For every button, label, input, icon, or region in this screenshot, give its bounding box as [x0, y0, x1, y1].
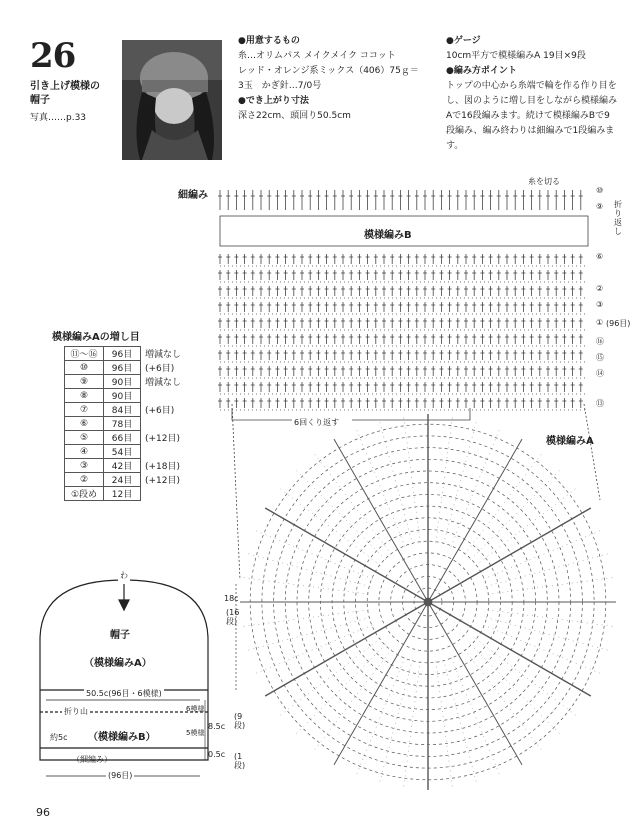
points-line4: 段編み、編み終わりは細編みで1段編みま	[446, 126, 615, 136]
yarn-line2: レッド・オレンジ系ミックス（406）75ｇ＝	[238, 66, 419, 76]
stitch-spoke	[295, 644, 386, 735]
stitch-spoke	[476, 639, 578, 717]
gauge-text: 10cm平方で模様編みA 19目×9段	[446, 51, 586, 61]
table-cell-note: (+6目)	[145, 406, 175, 416]
row-label: ⑭	[596, 369, 604, 378]
stitch-spoke	[470, 469, 561, 560]
table-cell-stitches: 66目	[104, 431, 141, 445]
magic-ring	[424, 598, 432, 606]
increase-ray	[265, 602, 428, 696]
stitch-spoke	[451, 428, 500, 546]
table-cell-note: (+12目)	[145, 476, 181, 486]
points-line2: し、図のように増し目をしながら模様編み	[446, 96, 618, 106]
table-cell-stitches: 96目	[104, 347, 141, 361]
table-cell-row: ⑥	[65, 417, 104, 431]
stitch-spoke	[314, 453, 392, 555]
chart-label-pattern-b: 模様編みB	[360, 226, 416, 241]
dimension-right-bottom: 0.5c	[208, 750, 226, 759]
increase-table-title: 模様編みAの増し目	[52, 332, 140, 343]
row-label: ⑨	[596, 202, 604, 211]
stitch-spoke	[254, 530, 372, 579]
stitch-spoke	[279, 488, 381, 566]
row-label: ⑩	[596, 186, 604, 195]
stitch-spoke	[487, 610, 614, 627]
dimension-right-top: 8.5c	[208, 722, 226, 731]
points-heading: ●編み方ポイント	[446, 66, 517, 76]
dimension-right-bottom-rows: (1段)	[234, 752, 246, 770]
stitch-spoke	[476, 488, 578, 566]
row-label: ⑥	[596, 252, 604, 261]
stitch-spoke	[465, 453, 543, 555]
pattern-number: 26	[30, 36, 76, 76]
stitch-spoke	[487, 577, 614, 594]
row-label: ⑬	[596, 399, 604, 408]
gauge-heading: ●ゲージ	[446, 36, 481, 46]
size-text: 深さ22cm、頭回り50.5cm	[238, 111, 351, 121]
schematic-stitches: (96目)	[108, 771, 133, 780]
dimension-left-rows: (16段)	[226, 608, 240, 626]
dimension-right-rows: (9段)	[234, 712, 246, 730]
stitch-spoke	[403, 416, 420, 543]
stitch-spoke	[483, 625, 601, 674]
schematic-single-crochet: （細編み）	[72, 755, 112, 764]
table-cell-row: ⑧	[65, 389, 104, 403]
schematic-fold-line: 折り山	[64, 707, 88, 716]
increase-ray	[428, 602, 591, 696]
schematic-side-bottom: 5模様	[186, 729, 205, 737]
table-cell-row: ⑨	[65, 375, 104, 389]
stitch-spoke	[436, 416, 453, 543]
table-cell-row: ⑤	[65, 431, 104, 445]
stitch-spoke	[314, 650, 392, 752]
table-cell-row: ①段め	[65, 487, 104, 501]
chart-label-cut-yarn: 糸を切る	[528, 177, 560, 186]
table-cell-stitches: 90目	[104, 389, 141, 403]
stitch-spoke	[356, 657, 405, 775]
increase-ray	[265, 508, 428, 602]
dimension-left-cm: 18c	[224, 594, 239, 603]
row-label: ⑮	[596, 353, 604, 362]
table-cell-stitches: 54目	[104, 445, 141, 459]
stitch-spoke	[254, 625, 372, 674]
pattern-title-line1: 引き上げ模様の	[30, 81, 100, 92]
chart-label-repeat: 6回くり返す	[294, 418, 340, 427]
points-line1: トップの中心から糸端で輪を作る作り目を	[446, 81, 617, 91]
table-cell-stitches: 24目	[104, 473, 141, 487]
table-cell-row: ⑩	[65, 361, 104, 375]
stitch-spoke	[242, 610, 369, 627]
increase-ray	[334, 602, 428, 765]
pattern-title-line2: 帽子	[30, 95, 50, 106]
row-label: ⑯	[596, 337, 604, 346]
schematic-side-top: 6模様	[186, 705, 205, 713]
stitch-spoke	[470, 644, 561, 735]
stitch-spoke	[465, 650, 543, 752]
materials-heading: ●用意するもの	[238, 36, 300, 46]
yarn-line3: 3玉 かぎ針…7/0号	[238, 81, 322, 91]
guide-line	[584, 404, 600, 500]
stitch-spoke	[403, 661, 420, 788]
chart-label-single-crochet: 細編み	[178, 190, 208, 201]
table-cell-stitches: 96目	[104, 361, 141, 375]
size-heading: ●でき上がり寸法	[238, 96, 309, 106]
row-label: ②	[596, 284, 604, 293]
table-cell-row: ②	[65, 473, 104, 487]
table-cell-row: ⑦	[65, 403, 104, 417]
table-cell-row: ④	[65, 445, 104, 459]
schematic-circumference: 50.5c(96目・6模様)	[86, 689, 162, 698]
row-label: ①	[596, 318, 604, 327]
stitch-spoke	[356, 428, 405, 546]
schematic-approx: 約5c	[50, 733, 68, 742]
stitch-spoke	[436, 661, 453, 788]
increase-ray	[334, 439, 428, 602]
schematic-pattern-b: （模様編みB）	[88, 732, 156, 743]
row-label: ③	[596, 300, 604, 309]
pattern-a-chart	[240, 414, 616, 790]
page-number: 96	[36, 806, 50, 819]
table-cell-stitches: 12目	[104, 487, 141, 501]
table-cell-note: (+18目)	[145, 462, 181, 472]
stitch-spoke	[279, 639, 381, 717]
guide-line	[232, 404, 240, 580]
table-cell-note: (+12目)	[145, 434, 181, 444]
photo-reference: 写真……p.33	[30, 113, 87, 123]
yarn-line1: 糸…オリムパス メイクメイク ココット	[238, 51, 396, 61]
stitch-spoke	[451, 657, 500, 775]
table-cell-stitches: 78目	[104, 417, 141, 431]
table-cell-note: 増減なし	[145, 350, 182, 360]
schematic-title: 帽子	[110, 630, 130, 641]
schematic-pattern-a: （模様編みA）	[84, 658, 152, 669]
pattern-b-chart	[218, 190, 600, 580]
table-cell-note: (+6目)	[145, 364, 175, 374]
table-cell-row: ③	[65, 459, 104, 473]
table-cell-note: 増減なし	[145, 378, 182, 388]
stitch-spoke	[242, 577, 369, 594]
increase-ray	[428, 508, 591, 602]
schematic-loop-label: わ	[120, 571, 128, 580]
chart-label-fold-back: 折り返し	[614, 200, 622, 236]
increase-ray	[428, 439, 522, 602]
table-cell-stitches: 90目	[104, 375, 141, 389]
points-line5: す。	[446, 141, 464, 151]
table-cell-stitches: 42目	[104, 459, 141, 473]
increase-ray	[428, 602, 522, 765]
table-cell-row: ⑪〜⑯	[65, 347, 104, 361]
stitch-spoke	[295, 469, 386, 560]
chart-label-pattern-a: 模様編みA	[546, 436, 594, 447]
chart-label-96-stitches: (96目)	[606, 319, 631, 328]
points-line3: Aで16段編みます。続けて模様編みBで9	[446, 111, 610, 121]
table-cell-stitches: 84目	[104, 403, 141, 417]
stitch-spoke	[483, 530, 601, 579]
